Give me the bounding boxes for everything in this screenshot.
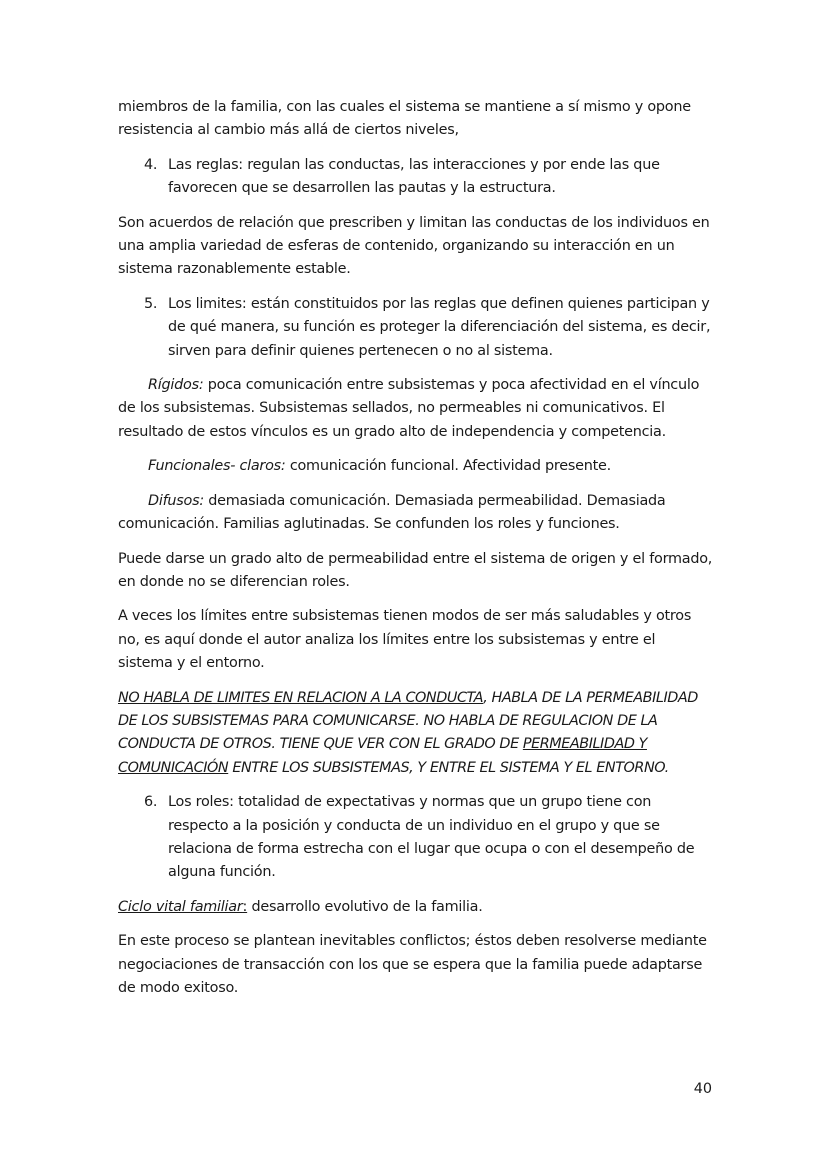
paragraph-conflictos: En este proceso se plantean inevitables conflictos; éstos deben resolverse mediante negociaciones de transacción con los que se espera que la familia puede adaptarse de modo exitoso.	[118, 933, 707, 996]
label-ciclo-vital: Ciclo vital familiar	[118, 898, 243, 915]
text-ciclo-vital: desarrollo evolutivo de la familia.	[247, 898, 483, 915]
text-difusos: demasiada comunicación. Demasiada permeabilidad. Demasiada comunicación. Familias aglutinadas. Se confunden los roles y funciones.	[118, 492, 666, 533]
text-funcionales: comunicación funcional. Afectividad presente.	[285, 458, 611, 475]
list-number-6: 6.	[144, 794, 158, 811]
caps-underlined-2: PERMEABILIDAD Y COMUNICACIÓN	[118, 736, 647, 776]
paragraph-rigidos	[118, 374, 714, 444]
label-difusos: Difusos:	[148, 492, 204, 509]
paragraph-permeabilidad: Puede darse un grado alto de permeabilidad entre el sistema de origen y el formado, en donde no se diferencian roles.	[118, 550, 713, 590]
page-number: 40	[693, 1081, 712, 1097]
text-rigidos: poca comunicación entre subsistemas y poca afectividad en el vínculo de los subsistemas. Subsistemas sellados, no permeables ni comunicativos. El resultado de estos vínculos es un grado alto de independencia y competencia.	[118, 377, 700, 440]
caps-text-1: , HABLA DE LA PERMEABILIDAD DE LOS SUBSISTEMAS PARA COMUNICARSE. NO HABLA DE REGULACION DE LA CONDUCTA DE OTROS. TIENE QUE VER CON EL GRADO DE	[118, 689, 698, 753]
paragraph-difusos	[118, 490, 714, 537]
caps-underlined-1: NO HABLA DE LIMITES EN RELACION A LA CONDUCTA	[118, 689, 484, 706]
paragraph-ciclo-vital	[118, 896, 714, 919]
list-text-limites: Los limites: están constituidos por las reglas que definen quienes participan y de qué manera, su función es proteger la diferenciación del sistema, es decir, sirven para definir quienes pertenecen o no al sistema.	[168, 295, 711, 359]
list-text-roles: Los roles: totalidad de expectativas y normas que un grupo tiene con respecto a la posición y conducta de un individuo en el grupo y que se relaciona de forma estrecha con el lugar que ocupa o con el desempeño de alguna función.	[168, 794, 695, 881]
list-number-5: 5.	[144, 295, 158, 312]
paragraph-caps-note	[118, 687, 714, 781]
paragraph-funcionales	[118, 455, 714, 478]
colon-ciclo-vital: :	[242, 898, 248, 915]
paragraph-a-veces: A veces los límites entre subsistemas tienen modos de ser más saludables y otros no, es aquí donde el autor analiza los límites entre los subsistemas y entre el sistema y el entorno.	[118, 608, 692, 672]
list-item-roles	[118, 791, 714, 885]
list-item-reglas	[118, 154, 714, 201]
list-number-4: 4.	[144, 156, 158, 173]
list-text-reglas: Las reglas: regulan las conductas, las interacciones y por ende las que favorecen que se desarrollen las pautas y la estructura.	[168, 156, 660, 197]
document-body	[118, 96, 714, 1011]
label-rigidos: Rígidos:	[148, 377, 204, 394]
list-item-limites	[118, 293, 714, 363]
paragraph-miembros: miembros de la familia, con las cuales el sistema se mantiene a sí mismo y opone resistencia al cambio más allá de ciertos niveles,	[118, 99, 691, 139]
paragraph-acuerdos: Son acuerdos de relación que prescriben y limitan las conductas de los individuos en una amplia variedad de esferas de contenido, organizando su interacción en un sistema razonablemente estable.	[118, 214, 710, 278]
label-funcionales: Funcionales- claros:	[148, 458, 286, 475]
caps-text-2: ENTRE LOS SUBSISTEMAS, Y ENTRE EL SISTEMA Y EL ENTORNO.	[228, 759, 669, 776]
